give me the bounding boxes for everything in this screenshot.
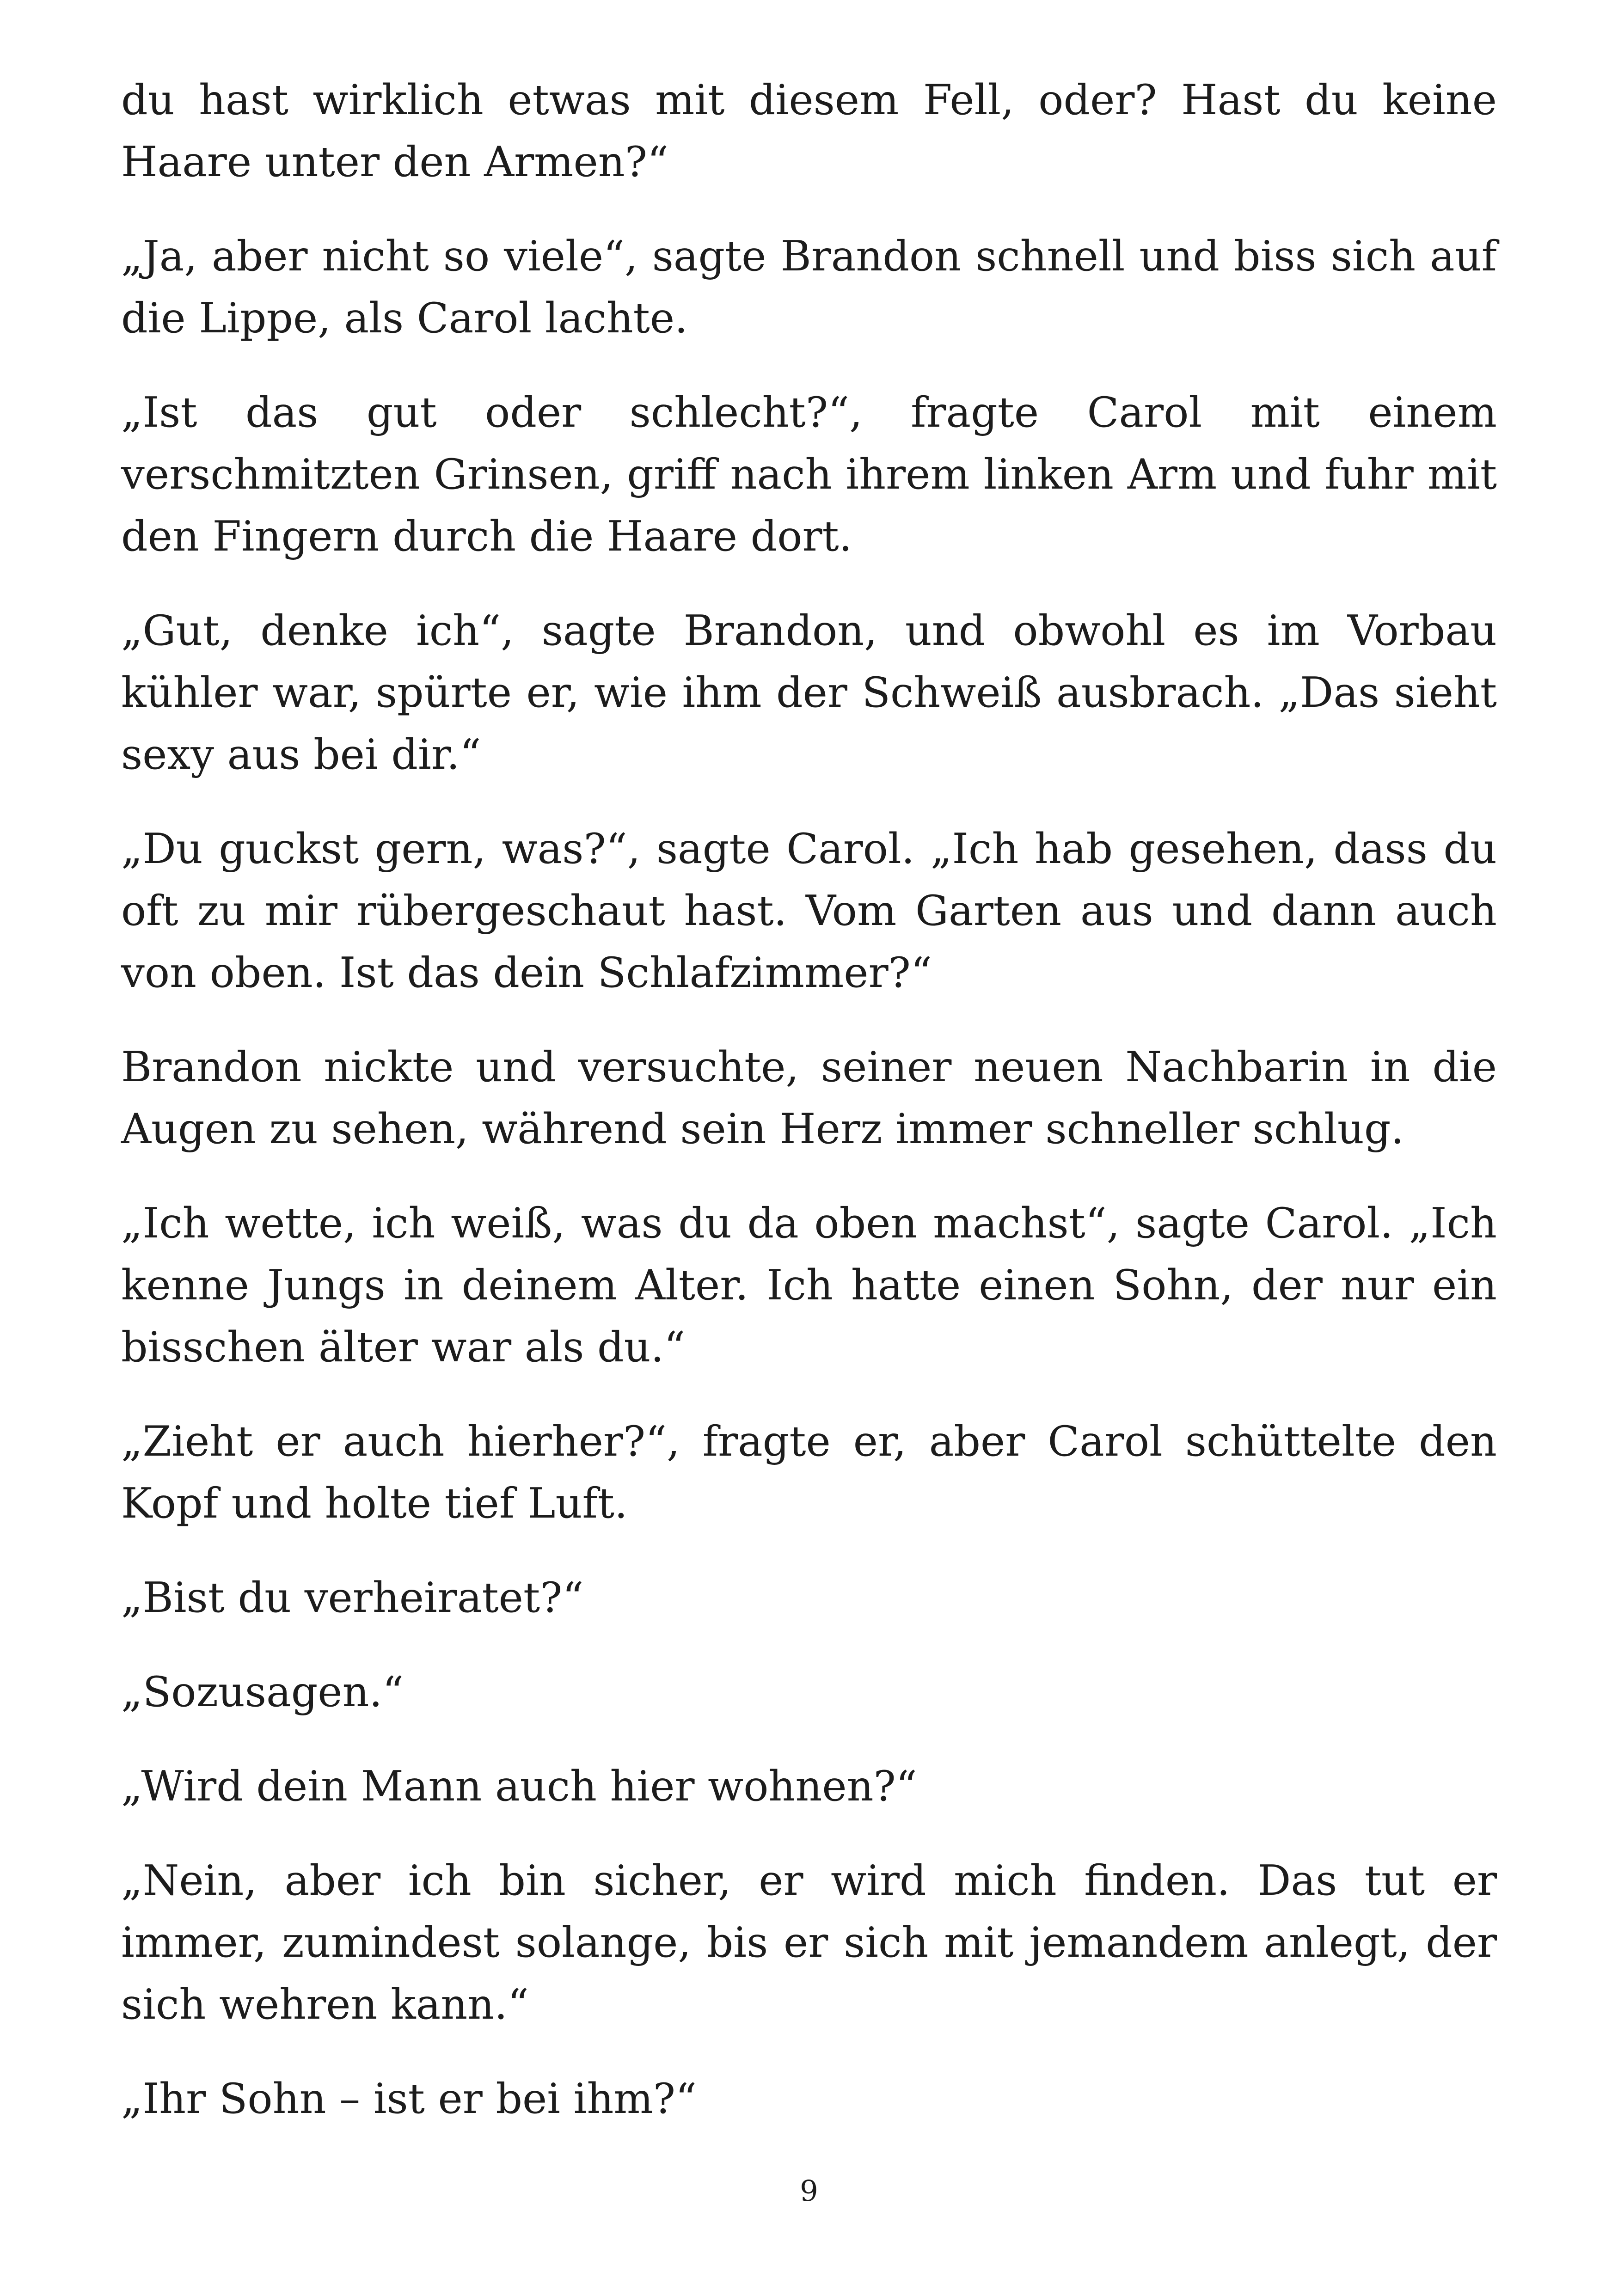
paragraph-7: „Ich wette, ich weiß, was du da oben machst“, sagte Carol. „Ich kenne Jungs in deinem Alter. Ich hatte einen Sohn, der nur ein bisschen älter war als du.“ bbox=[121, 1199, 1497, 1371]
paragraph-8: „Zieht er auch hierher?“, fragte er, aber Carol schüttelte den Kopf und holte tief Luft. bbox=[121, 1417, 1497, 1528]
paragraph-6: Brandon nickte und versuchte, seiner neuen Nachbarin in die Augen zu sehen, während sein Herz immer schneller schlug. bbox=[121, 1043, 1497, 1153]
paragraph-4: „Gut, denke ich“, sagte Brandon, und obwohl es im Vorbau kühler war, spürte er, wie ihm der Schweiß ausbrach. „Das sieht sexy aus bei dir.“ bbox=[121, 606, 1497, 779]
paragraph-10: „Sozusagen.“ bbox=[121, 1668, 404, 1716]
paragraph-3: „Ist das gut oder schlecht?“, fragte Carol mit einem verschmitzten Grinsen, griff nach ihrem linken Arm und fuhr mit den Fingern durch die Haare dort. bbox=[121, 388, 1497, 561]
paragraph-5: „Du guckst gern, was?“, sagte Carol. „Ich hab gesehen, dass du oft zu mir rübergeschaut hast. Vom Garten aus und dann auch von oben. Ist das dein Schlafzimmer?“ bbox=[121, 825, 1497, 997]
body-text bbox=[121, 69, 1497, 2162]
paragraph-12: „Nein, aber ich bin sicher, er wird mich finden. Das tut er immer, zumindest solange, bis er sich mit jemandem anlegt, der sich wehren kann.“ bbox=[121, 1856, 1497, 2029]
paragraph-11: „Wird dein Mann auch hier wohnen?“ bbox=[121, 1762, 917, 1811]
paragraph-9: „Bist du verheiratet?“ bbox=[121, 1574, 584, 1622]
paragraph-1: du hast wirklich etwas mit diesem Fell, oder? Hast du keine Haare unter den Armen?“ bbox=[121, 76, 1497, 186]
paragraph-2: „Ja, aber nicht so viele“, sagte Brandon schnell und biss sich auf die Lippe, als Carol lachte. bbox=[121, 232, 1497, 343]
page-number: 9 bbox=[800, 2174, 818, 2208]
paragraph-13: „Ihr Sohn – ist er bei ihm?“ bbox=[121, 2075, 697, 2123]
